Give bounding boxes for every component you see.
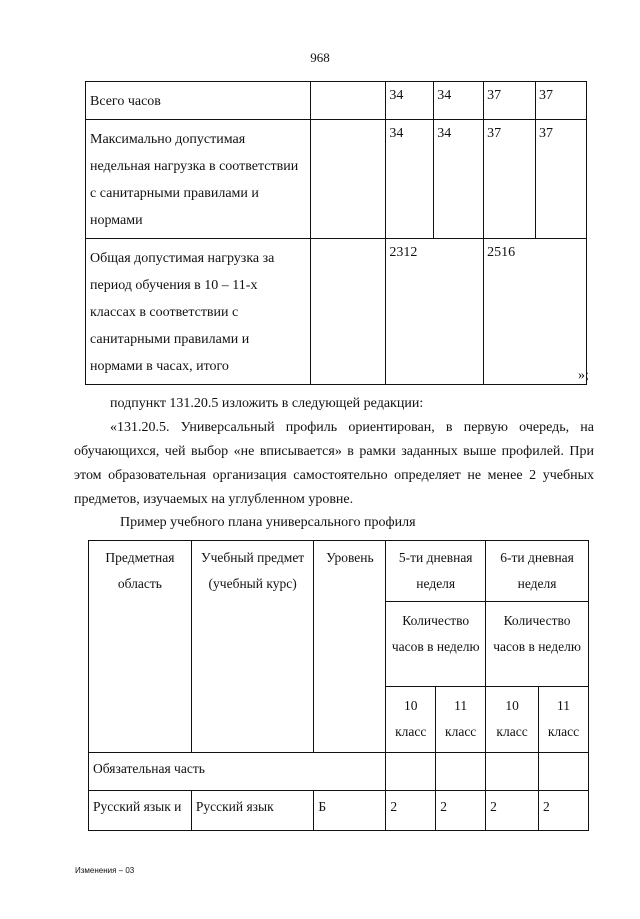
- header-grade-11: 11 класс: [539, 687, 589, 753]
- row-label: Общая допустимая нагрузка за период обучения в 10 – 11-х классах в соответствии с санитарными правилами и нормами в часах, итого: [86, 239, 311, 385]
- closing-quote: »;: [578, 368, 589, 383]
- area-cell: Русский язык и: [89, 791, 192, 831]
- header-grade-10: 10 класс: [486, 687, 539, 753]
- header-hours: Количество часов в неделю: [486, 602, 589, 687]
- value-cell: 2: [486, 791, 539, 831]
- header-six-day: 6-ти дневная неделя: [486, 541, 589, 602]
- paragraph: [74, 416, 594, 512]
- header-subject: Учебный предмет (учебный курс): [191, 541, 314, 753]
- empty-cell: [539, 753, 589, 791]
- value-cell: 37: [536, 82, 587, 120]
- table-row: [86, 120, 587, 239]
- table-row: [86, 82, 587, 120]
- paragraph-text: «131.20.5. Универсальный профиль ориентирован, в первую очередь, на обучающихся, чей выбор «не вписывается» в рамки заданных выше профилей. При этом образовательная организация самостоятельно определяет не менее 2 учебных предметов, изучаемых на углубленном уровне.: [74, 420, 594, 507]
- value-cell: 34: [386, 82, 434, 120]
- empty-cell: [310, 239, 386, 385]
- table-row: [89, 753, 589, 791]
- value-cell: 2: [386, 791, 436, 831]
- empty-cell: [310, 82, 386, 120]
- level-cell: Б: [314, 791, 386, 831]
- row-label: Максимально допустимая недельная нагрузка в соответствии с санитарными правилами и нормами: [86, 120, 311, 239]
- value-cell: 34: [434, 82, 484, 120]
- value-cell: 34: [386, 120, 434, 239]
- table-caption: Пример учебного плана универсального профиля: [120, 515, 416, 530]
- footer-note: Изменения – 03: [75, 866, 135, 875]
- value-cell: 2516: [484, 239, 587, 385]
- empty-cell: [486, 753, 539, 791]
- subject-cell: Русский язык: [191, 791, 314, 831]
- value-cell: 2: [539, 791, 589, 831]
- empty-cell: [436, 753, 486, 791]
- header-subject-area: Предметная область: [89, 541, 192, 753]
- hours-table: [85, 81, 587, 385]
- header-level: Уровень: [314, 541, 386, 753]
- row-label: Всего часов: [86, 82, 311, 120]
- header-five-day: 5-ти дневная неделя: [386, 541, 486, 602]
- value-cell: 2312: [386, 239, 484, 385]
- value-cell: 37: [484, 120, 536, 239]
- value-cell: 34: [434, 120, 484, 239]
- value-cell: 37: [536, 120, 587, 239]
- header-grade-10: 10 класс: [386, 687, 436, 753]
- empty-cell: [310, 120, 386, 239]
- table-row: [89, 541, 589, 602]
- page-number: 968: [310, 50, 330, 65]
- table-row: [86, 239, 587, 385]
- empty-cell: [386, 753, 436, 791]
- value-cell: 2: [436, 791, 486, 831]
- mandatory-part: Обязательная часть: [89, 753, 386, 791]
- header-hours: Количество часов в неделю: [386, 602, 486, 687]
- table-row: [89, 791, 589, 831]
- value-cell: 37: [484, 82, 536, 120]
- subpoint-line: подпункт 131.20.5 изложить в следующей редакции:: [110, 396, 424, 411]
- curriculum-table: [88, 540, 589, 831]
- header-grade-11: 11 класс: [436, 687, 486, 753]
